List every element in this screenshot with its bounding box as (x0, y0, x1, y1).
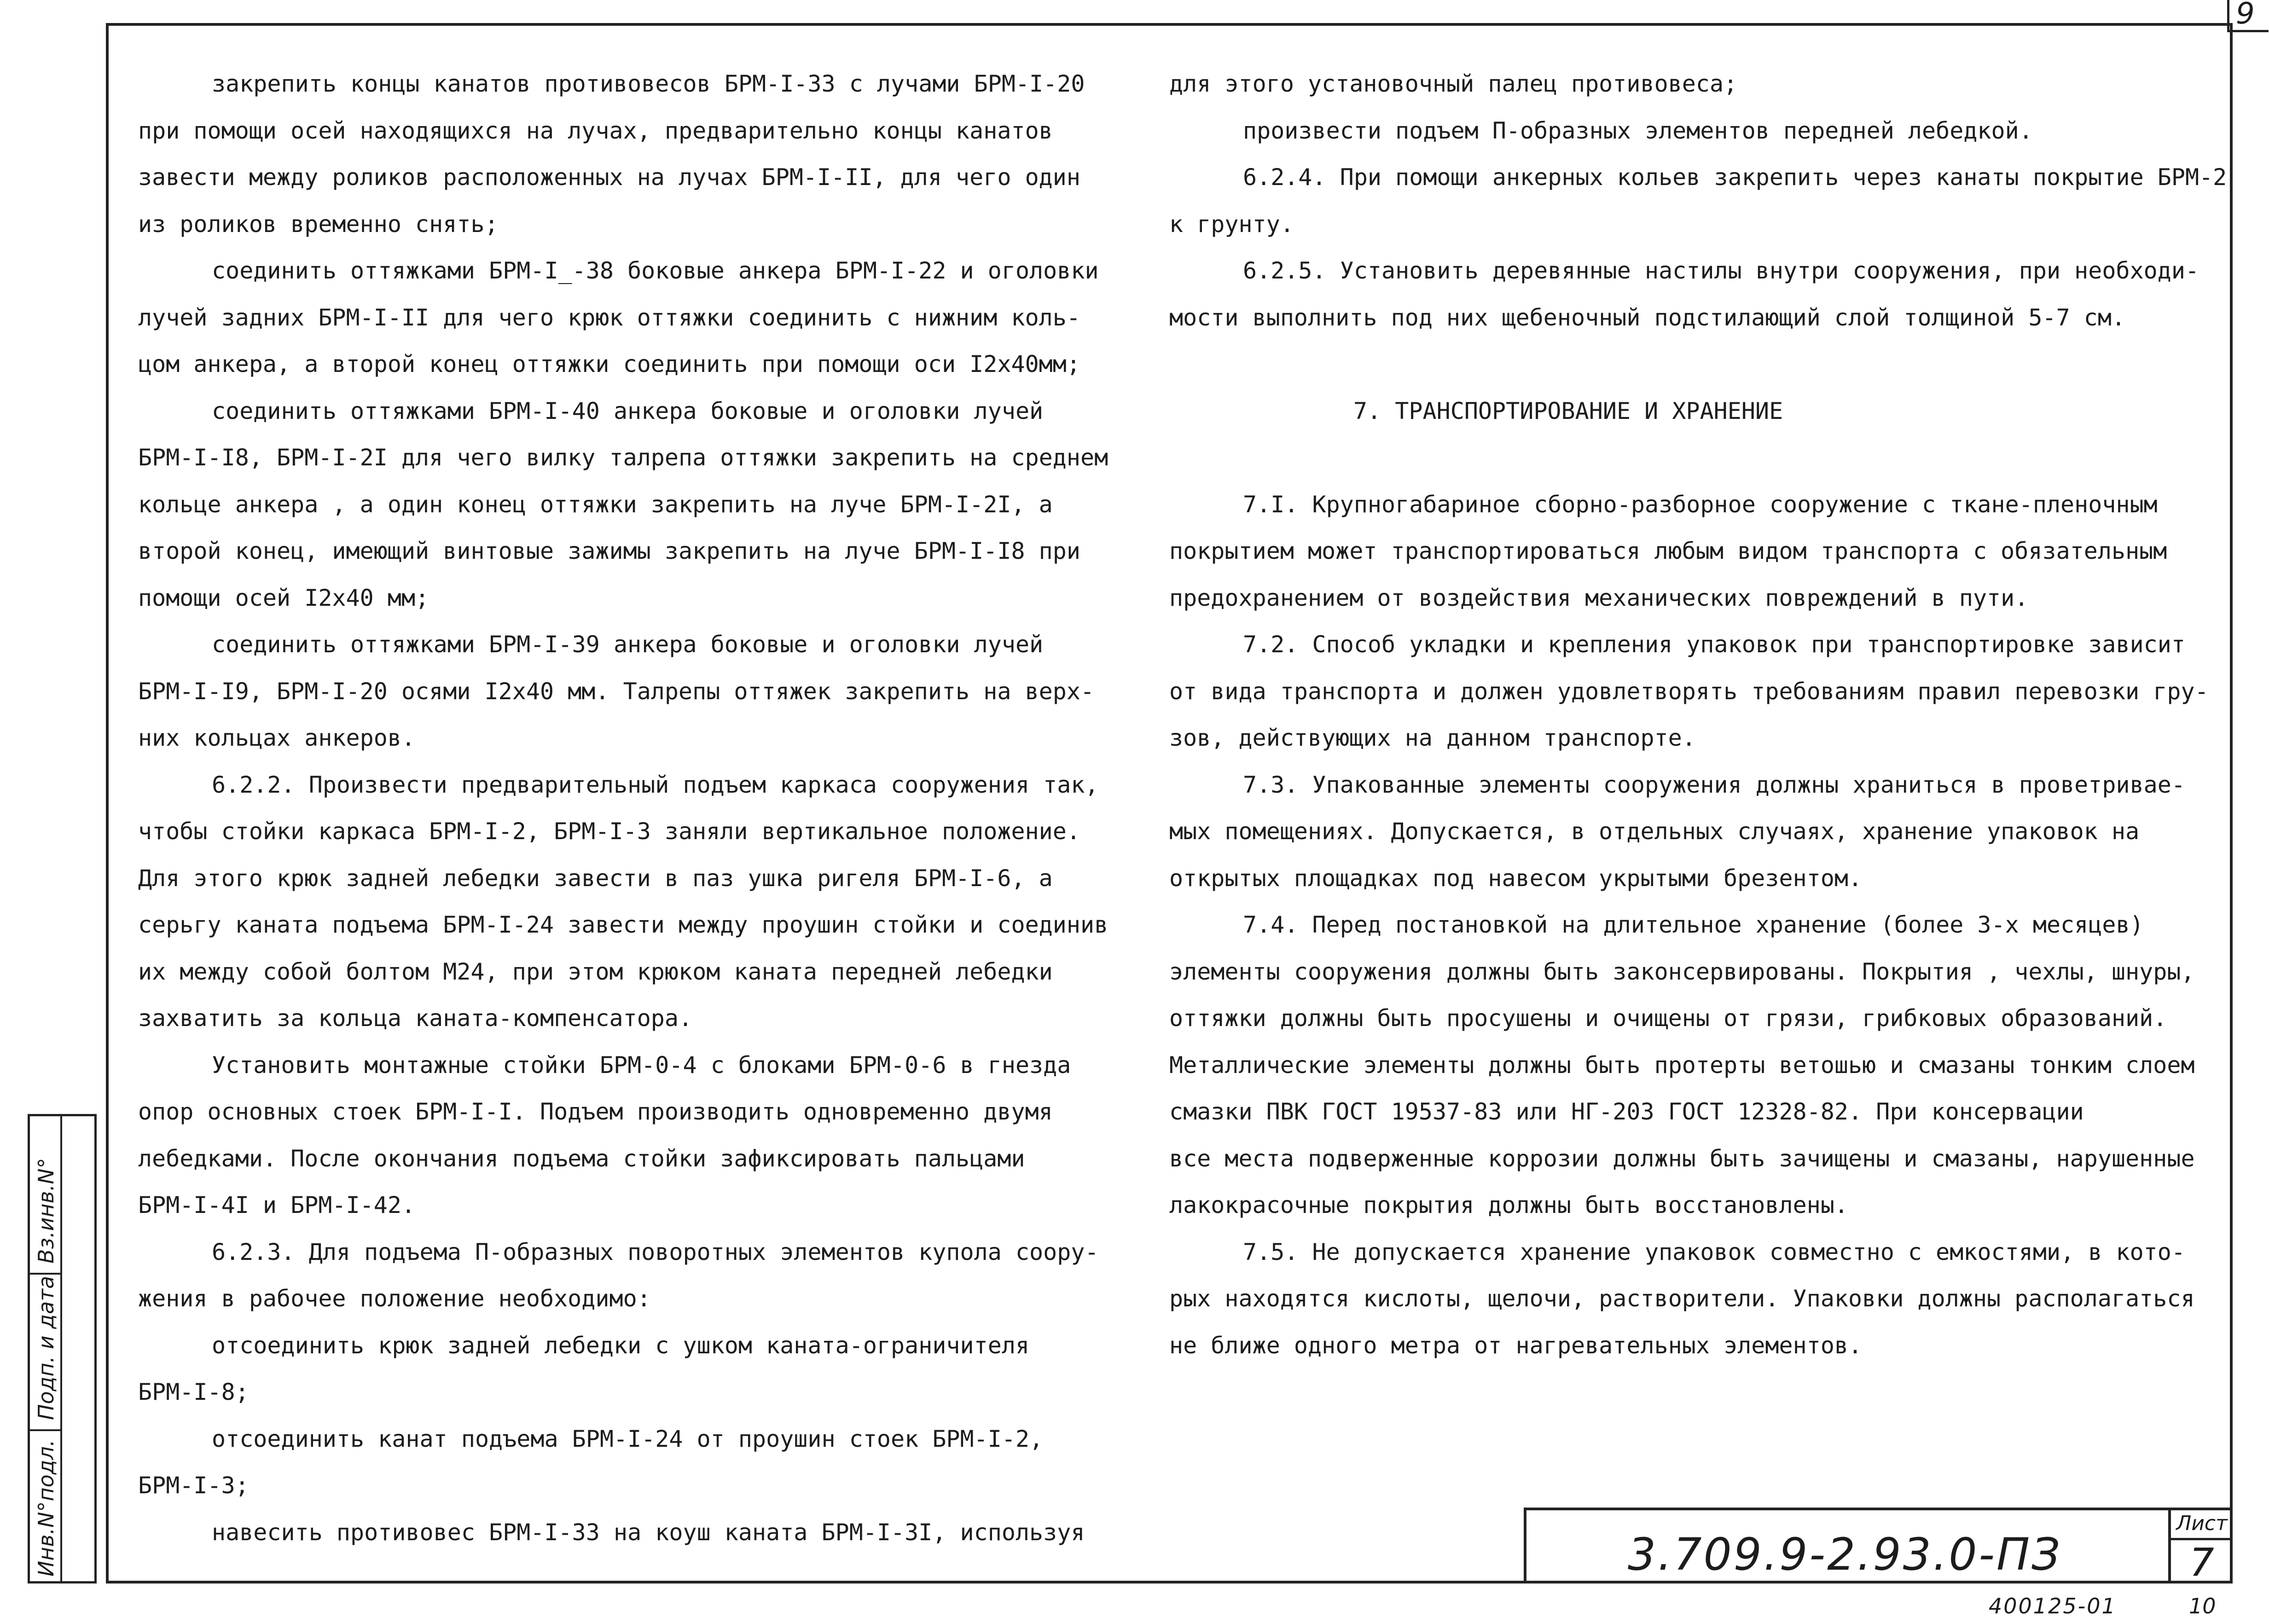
right-text-line: не ближе одного метра от нагревательных элементов. (1169, 1332, 1863, 1359)
right-text-line: 7.4. Перед постановкой на длительное хранение (более 3-х месяцев) (1243, 911, 2144, 938)
right-text-line: зов, действующих на данном транспорте. (1169, 725, 1696, 751)
left-text-line: лучей задних БРМ-I-II для чего крюк оттяжки соединить с нижним коль- (138, 304, 1080, 331)
left-text-line: помощи осей I2х40 мм; (138, 584, 429, 611)
left-text-line: закрепить концы канатов противовесов БРМ-I-33 с лучами БРМ-I-20 (212, 70, 1085, 97)
inventory-number: 400125-01 (1989, 1594, 2117, 1618)
left-text-line: завести между роликов расположенных на лучах БРМ-I-II, для чего один (138, 164, 1080, 191)
sheet-label: Лист (2171, 1510, 2233, 1540)
left-text-line: Для этого крюк задней лебедки завести в паз ушка ригеля БРМ-I-6, а (138, 864, 1053, 892)
left-text-line: БРМ-I-3; (138, 1472, 249, 1499)
right-text-line: покрытием может транспортироваться любым видом транспорта с обязательным (1169, 538, 2167, 564)
right-text-line: 7.5. Не допускается хранение упаковок совместно с емкостями, в кото- (1243, 1238, 2185, 1265)
left-text-line: захватить за кольца каната-компенсатора. (138, 1005, 693, 1032)
right-text-line: 7.3. Упакованные элементы сооружения должны храниться в проветривае- (1243, 771, 2185, 798)
left-text-line: навесить противовес БРМ-I-33 на коуш каната БРМ-I-3I, используя (212, 1519, 1085, 1546)
left-text-line: 6.2.2. Произвести предварительный подъем каркаса сооружения так, (212, 771, 1099, 798)
left-text-line: Установить монтажные стойки БРМ-0-4 с блоками БРМ-0-6 в гнезда (212, 1051, 1071, 1079)
left-text-line: второй конец, имеющий винтовые зажимы закрепить на луче БРМ-I-I8 при (138, 538, 1080, 564)
left-text-line: соединить оттяжками БРМ-I_-38 боковые анкера БРМ-I-22 и оголовки (212, 257, 1099, 284)
left-text-line: лебедками. После окончания подъема стойки зафиксировать пальцами (138, 1145, 1025, 1172)
left-text-line: соединить оттяжками БРМ-I-40 анкера боковые и оголовки лучей (212, 397, 1044, 424)
right-text-line: 6.2.5. Установить деревянные настилы внутри сооружения, при необходи- (1243, 257, 2199, 284)
left-text-line: отсоединить крюк задней лебедки с ушком каната-ограничителя (212, 1332, 1030, 1359)
left-text-line: БРМ-I-4I и БРМ-I-42. (138, 1192, 416, 1218)
right-text-line: предохранением от воздействия механических повреждений в пути. (1169, 584, 2029, 611)
left-text-line: опор основных стоек БРМ-I-I. Подъем производить одновременно двумя (138, 1098, 1053, 1125)
left-text-line: серьгу каната подъема БРМ-I-24 завести между проушин стойки и соединив (138, 911, 1108, 938)
right-text-line: мости выполнить под них щебеночный подстилающий слой толщиной 5-7 см. (1169, 304, 2126, 331)
left-text-line: БРМ-I-I9, БРМ-I-20 осями I2х40 мм. Талрепы оттяжек закрепить на верх- (138, 678, 1095, 705)
right-text-line: для этого установочный палец противовеса; (1169, 70, 1738, 97)
right-text-line: рых находятся кислоты, щелочи, растворители. Упаковки должны располагаться (1169, 1285, 2195, 1312)
right-text-line: 7.2. Способ укладки и крепления упаковок при транспортировке зависит (1243, 631, 2185, 658)
right-text-line: элементы сооружения должны быть законсервированы. Покрытия , чехлы, шнуры, (1169, 958, 2195, 985)
right-text-column (1169, 61, 2228, 1369)
left-text-line: БРМ-I-8; (138, 1379, 249, 1405)
sheet-number: 7 (2189, 1540, 2214, 1585)
title-block (1524, 1508, 2233, 1583)
right-text-line (1169, 435, 2228, 481)
left-text-line: жения в рабочее положение необходимо: (138, 1285, 651, 1312)
stamp-label-signature-date: Подп. и дата (34, 1276, 58, 1420)
right-text-line: все места подверженные коррозии должны быть зачищены и смазаны, нарушенные (1169, 1145, 2195, 1172)
stamp-label-replacement-inv: Вз.инв.N° (34, 1158, 58, 1264)
left-text-column (138, 61, 1132, 1556)
right-text-line: мых помещениях. Допускается, в отдельных случаях, хранение упаковок на (1169, 818, 2140, 845)
left-text-line: БРМ-I-I8, БРМ-I-2I для чего вилку талрепа оттяжки закрепить на среднем (138, 444, 1108, 471)
left-text-line: при помощи осей находящихся на лучах, предварительно концы канатов (138, 117, 1053, 144)
right-text-line: смазки ПВК ГОСТ 19537-83 или НГ-203 ГОСТ 12328-82. При консервации (1169, 1098, 2084, 1125)
side-stamp (28, 1114, 97, 1583)
document-code: 3.709.9-2.93.0-ПЗ (1628, 1529, 2062, 1580)
stamp-label-inventory: Инв.N°подл. (34, 1439, 58, 1577)
sheet-corner-number: 9 (2227, 0, 2269, 32)
right-text-line: лакокрасочные покрытия должны быть восстановлены. (1169, 1192, 1849, 1218)
footer-page-number: 10 (2189, 1594, 2216, 1618)
section-heading: 7. ТРАНСПОРТИРОВАНИЕ И ХРАНЕНИЕ (1353, 397, 1783, 424)
right-text-line: открытых площадках под навесом укрытыми брезентом. (1169, 864, 1863, 892)
right-text-line: произвести подъем П-образных элементов передней лебедкой. (1243, 117, 2033, 144)
left-text-line: них кольцах анкеров. (138, 725, 416, 751)
left-text-line: кольце анкера , а один конец оттяжки закрепить на луче БРМ-I-2I, а (138, 491, 1053, 518)
right-text-line: к грунту. (1169, 210, 1294, 238)
left-text-line: 6.2.3. Для подъема П-образных поворотных элементов купола соору- (212, 1238, 1099, 1265)
right-text-line: Металлические элементы должны быть протерты ветошью и смазаны тонким слоем (1169, 1051, 2195, 1079)
right-text-line (1169, 341, 2228, 388)
left-text-line: чтобы стойки каркаса БРМ-I-2, БРМ-I-3 заняли вертикальное положение. (138, 818, 1080, 845)
left-text-line: из роликов временно снять; (138, 210, 499, 238)
left-text-line: соединить оттяжками БРМ-I-39 анкера боковые и оголовки лучей (212, 631, 1044, 658)
left-text-line: цом анкера, а второй конец оттяжки соединить при помощи оси I2х40мм; (138, 351, 1080, 377)
left-text-line: отсоединить канат подъема БРМ-I-24 от проушин стоек БРМ-I-2, (212, 1425, 1044, 1452)
left-text-line: их между собой болтом М24, при этом крюком каната передней лебедки (138, 958, 1053, 985)
right-text-line: оттяжки должны быть просушены и очищены от грязи, грибковых образований. (1169, 1005, 2167, 1032)
right-text-line: 7.I. Крупногабариное сборно-разборное сооружение с ткане-пленочным (1243, 491, 2158, 518)
right-text-line: 6.2.4. При помощи анкерных кольев закрепить через канаты покрытие БРМ-2 (1243, 164, 2227, 191)
right-text-line: от вида транспорта и должен удовлетворять требованиям правил перевозки гру- (1169, 678, 2209, 705)
sheet-box (2168, 1510, 2233, 1583)
